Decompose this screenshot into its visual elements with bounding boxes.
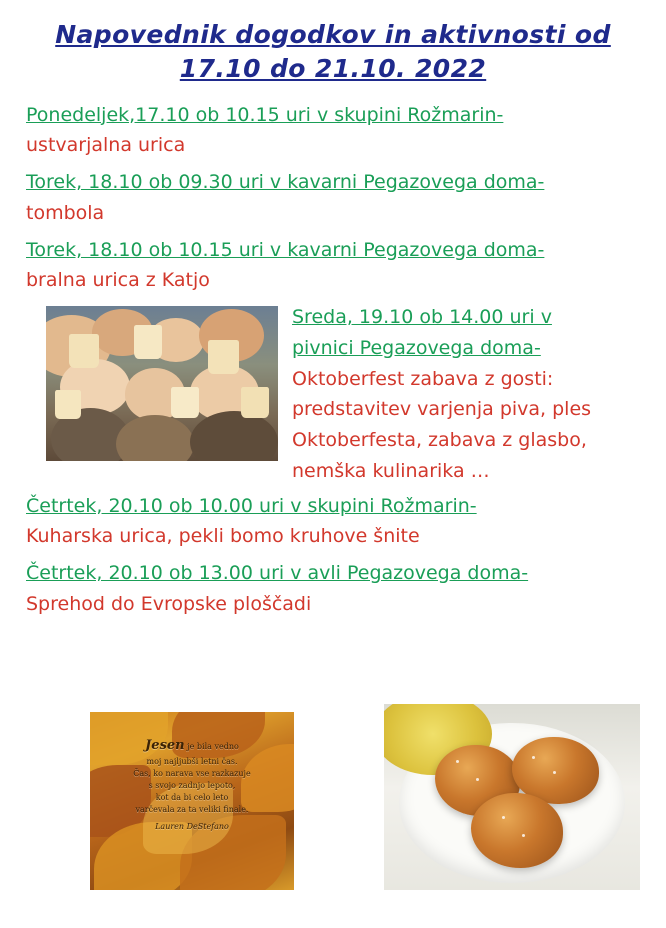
event-entry-monday <box>26 100 640 162</box>
quote-line-3: Čas, ko narava vse razkazuje <box>133 768 251 778</box>
quote-line-6: varčevala za ta veliki finale. <box>135 804 249 814</box>
page-title-line-1: Napovednik dogodkov in aktivnosti od <box>55 20 611 49</box>
quote-signature: Lauren DeStefano <box>155 821 229 831</box>
fried-pastries-plate-photo <box>384 704 640 890</box>
event-entry-tuesday-tombola <box>26 167 640 229</box>
event-entry-thursday-walk <box>26 558 640 620</box>
pastry-shape <box>471 793 563 867</box>
quote-line-1: je bila vedno <box>187 742 239 751</box>
event-body: tombola <box>26 201 105 224</box>
event-body: bralna urica z Katjo <box>26 269 210 292</box>
event-heading: Ponedeljek,17.10 ob 10.15 uri v skupini Rožmarin- <box>26 103 504 126</box>
event-heading: Torek, 18.10 ob 10.15 uri v kavarni Pegazovega doma- <box>26 238 545 261</box>
event-entry-thursday-cooking <box>26 491 640 553</box>
quote-line-5: kot da bi celo leto <box>155 792 229 802</box>
event-heading-line-2: pivnici Pegazovega doma- <box>292 336 541 359</box>
event-body-line-1: Oktoberfest zabava z gosti: <box>292 367 554 390</box>
event-body-line-3: Oktoberfesta, zabava z glasbo, nemška kulinarika … <box>292 429 587 482</box>
quote-word-jesen: Jesen <box>145 738 185 753</box>
event-body-line-2: predstavitev varjenja piva, ples <box>292 398 592 421</box>
autumn-leaves-quote-image <box>90 712 294 890</box>
oktoberfest-crowd-photo <box>46 306 278 461</box>
page-title-line-2: 17.10 do 21.10. 2022 <box>179 53 487 83</box>
oktoberfest-text <box>292 302 640 425</box>
event-body: Sprehod do Evropske ploščadi <box>26 592 312 615</box>
page-title <box>44 18 622 86</box>
event-heading: Četrtek, 20.10 ob 10.00 uri v skupini Rožmarin- <box>26 494 477 517</box>
photo-content <box>46 306 278 461</box>
event-entry-wednesday-oktoberfest <box>26 302 640 487</box>
event-body: Kuharska urica, pekli bomo kruhove šnite <box>26 525 420 548</box>
event-heading: Torek, 18.10 ob 09.30 uri v kavarni Pegazovega doma- <box>26 171 545 194</box>
quote-line-2: moj najljubši letni čas. <box>146 756 238 766</box>
event-heading: Četrtek, 20.10 ob 13.00 uri v avli Pegazovega doma- <box>26 562 529 585</box>
event-heading-line-1: Sreda, 19.10 ob 14.00 uri v <box>292 306 552 329</box>
event-body: ustvarjalna urica <box>26 134 186 157</box>
autumn-quote-text <box>104 736 280 833</box>
bottom-image-row <box>26 712 640 902</box>
quote-line-4: s svojo zadnjo lepoto, <box>148 780 236 790</box>
event-entry-tuesday-reading <box>26 235 640 297</box>
